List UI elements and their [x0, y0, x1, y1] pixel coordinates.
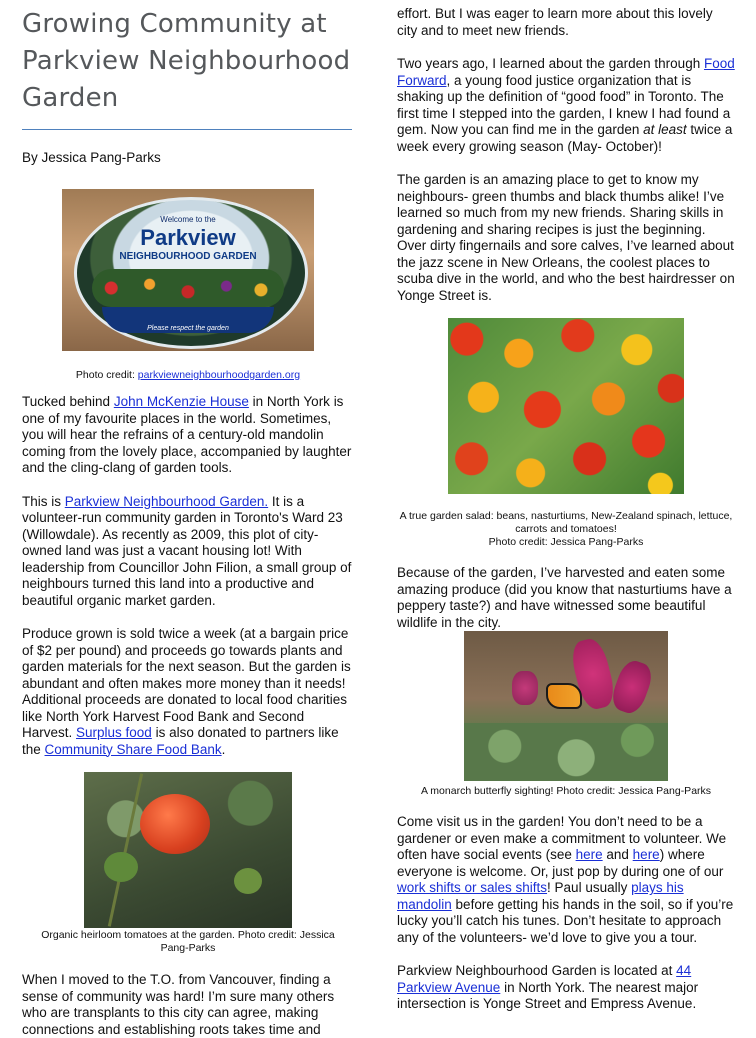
purple-flower	[608, 657, 656, 717]
shifts-link[interactable]: work shifts or sales shifts	[397, 880, 548, 895]
p8-text-c: ) where everyone is welcome. Or, just pop by during one of our	[397, 847, 724, 879]
p3-text-c: .	[221, 741, 226, 757]
left-column	[22, 0, 354, 1038]
sign-welcome-text: Welcome to the	[160, 215, 216, 224]
paragraph-produce	[22, 626, 354, 758]
p5-text-b: , a young food justice organization that is shaking up the definition of “good food” in Toronto. The first time I stepped into the garden, I knew I had found a gem. Now you can find me in the garden	[397, 72, 731, 137]
paragraph-intro	[22, 394, 354, 477]
p9-text-a: Parkview Neighbourhood Garden is located at	[397, 963, 677, 978]
food-forward-link[interactable]: Food Forward	[397, 56, 735, 88]
caption-prefix: Photo credit:	[75, 369, 138, 381]
sign-garden-text: NEIGHBOURHOOD GARDEN	[119, 251, 257, 262]
article-title: Growing Community at Parkview Neighbourhood Garden	[22, 9, 351, 113]
p5-emphasis: at least	[643, 122, 687, 137]
p8-text-d: ! Paul usually	[547, 880, 632, 895]
tomato-photo-caption: Organic heirloom tomatoes at the garden. Photo credit: Jessica Pang-Parks	[41, 929, 335, 954]
p3-text-b: is also donated to partners like the	[22, 725, 339, 757]
p5-text-c: twice a week every growing season (May- October)!	[397, 122, 733, 154]
sign-parkview-text: Parkview	[140, 225, 236, 250]
foliage	[464, 723, 668, 781]
p8-text-a: Come visit us in the garden! You don’t need to be a gardener or even make a commitment to volunteer. We often have social events (see	[397, 814, 727, 862]
p5-text-a: Two years ago, I learned about the garden through	[397, 56, 704, 71]
monarch-butterfly	[546, 683, 582, 709]
right-column	[397, 0, 735, 1013]
community-share-link[interactable]: Community Share Food Bank	[44, 741, 222, 757]
tomato-stem	[108, 773, 143, 926]
paragraph-moving-continued: effort. But I was eager to learn more about this lovely city and to meet new friends.	[397, 6, 713, 38]
paragraph-discovery	[397, 56, 735, 155]
address-link[interactable]: 44 Parkview Avenue	[397, 963, 692, 995]
p2-text-b: It is a volunteer-run community garden in Toronto's Ward 23 (Willowdale). As recently as 2009, this plot of city-owned land was just a vacant housing lot! With leadership from Councillor John Filion, a small group of neighbours turned this land into a productive and beautiful organic market garden.	[22, 493, 352, 608]
events-link-1[interactable]: here	[575, 847, 603, 862]
p3-text-a: Produce grown is sold twice a week (at a bargain price of $2 per pound) and proceeds go towards plants and garden materials for the next season. But the garden is abundant and often makes more money than it needs! Additional proceeds are donated to local food charities like North York Harvest Food Bank and Second Harvest.	[22, 626, 351, 740]
paragraph-about	[22, 494, 354, 610]
events-link-2[interactable]: here	[632, 847, 660, 862]
surplus-food-link[interactable]: Surplus food	[76, 725, 152, 740]
parkview-website-link[interactable]: parkviewneighbourhoodgarden.org	[137, 369, 301, 381]
sign-photo-caption	[22, 369, 354, 382]
green-tomato	[234, 868, 262, 894]
byline: By Jessica Pang-Parks	[22, 150, 161, 165]
john-mckenzie-house-link[interactable]: John McKenzie House	[113, 394, 249, 409]
p9-text-b: in North York. The nearest major intersection is Yonge Street and Empress Avenue.	[397, 979, 699, 1011]
salad-caption-line2: Photo credit: Jessica Pang-Parks	[488, 536, 644, 548]
mandolin-link[interactable]: plays his mandolin	[397, 880, 684, 912]
p8-text-e: before getting his hands in the soil, so if you’re lucky you’ll catch his tunes. Don’t hesitate to approach any of the volunteers- we’d love to give you a tour.	[397, 896, 734, 945]
p1-text-b: in North York is one of my favourite places in the world. Sometimes, you will hear the refrains of a century-old mandolin coming from the lovely place, accompanied by laughter and the cling-clang of garden tools.	[22, 394, 352, 475]
heirloom-tomato-photo	[84, 772, 292, 928]
paragraph-location	[397, 963, 735, 1013]
purple-flower	[512, 671, 538, 705]
sign-respect-text: Please respect the garden	[147, 325, 229, 332]
salad-caption-line1: A true garden salad: beans, nasturtiums, New-Zealand spinach, lettuce, carrots and tomatoes!	[399, 510, 733, 535]
salad-photo-caption	[397, 510, 735, 549]
paragraph-visit	[397, 814, 735, 946]
butterfly-photo-caption: A monarch butterfly sighting! Photo credit: Jessica Pang-Parks	[420, 785, 712, 797]
monarch-butterfly-photo	[464, 631, 668, 781]
p8-text-b: and	[602, 847, 633, 862]
paragraph-neighbours: The garden is an amazing place to get to know my neighbours- green thumbs and black thumbs alike! I’ve learned so much from my new friends. Sharing skills in gardening and sharing recipes is just the beginning. Over dirty fingernails and sore calves, I’ve learned about the jazz scene in New Orleans, the coolest places to scuba dive in the world, and who the best hairdresser on Yonge Street is.	[397, 172, 735, 303]
title-divider	[22, 129, 352, 130]
parkview-sign-photo	[62, 189, 314, 351]
paragraph-moving: When I moved to the T.O. from Vancouver, finding a sense of community was hard! I’m sure many others who are transplants to this city can agree, making connections and establishing roots takes time and	[22, 972, 335, 1037]
red-tomato	[140, 794, 210, 854]
garden-salad-photo	[448, 318, 684, 494]
green-tomato	[104, 852, 138, 882]
parkview-garden-link[interactable]: Parkview Neighbourhood Garden.	[64, 493, 269, 509]
p2-text-a: This is	[22, 493, 65, 509]
sign-flowers	[92, 269, 284, 307]
paragraph-harvest: Because of the garden, I’ve harvested and eaten some amazing produce (did you know that nasturtiums have a peppery taste?) and have witnessed some beautiful wildlife in the city.	[397, 565, 732, 630]
p1-text-a: Tucked behind	[22, 394, 114, 409]
